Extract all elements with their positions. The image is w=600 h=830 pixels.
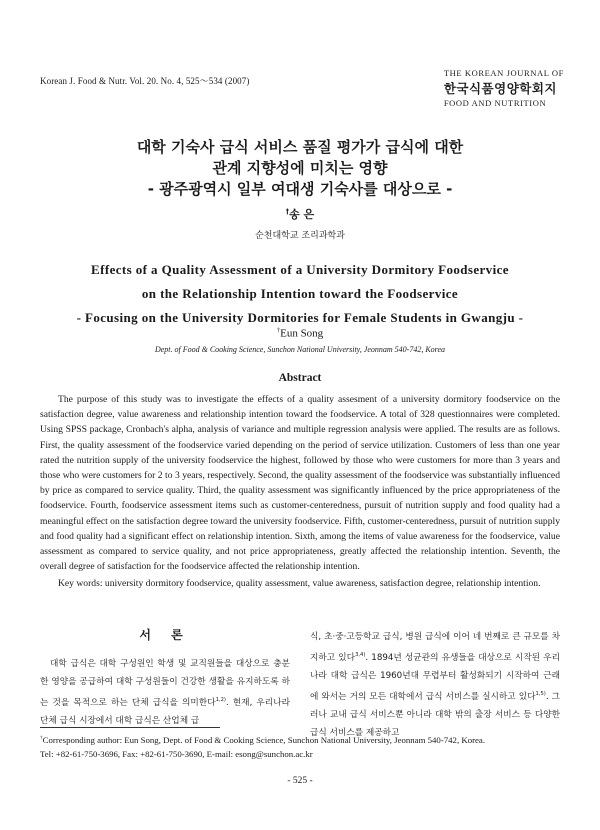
- intro-left-column: [40, 626, 290, 730]
- intro-heading: 서 론: [139, 628, 191, 642]
- english-title-line2: on the Relationship Intention toward the Foodservice: [141, 286, 459, 301]
- korean-title-line3: - 광주광역시 일부 여대생 기숙사를 대상으로 -: [147, 180, 453, 198]
- page-number: - 525 -: [287, 776, 313, 786]
- english-title-line1: Effects of a Quality Assessment of a University Dormitory Foodservice: [91, 262, 509, 277]
- footnote-line2: Tel: +82-61-750-3696, Fax: +82-61-750-3690, E-mail: esong@sunchon.ac.kr: [40, 748, 313, 759]
- author-dagger-ko: †: [285, 207, 290, 216]
- english-affiliation: Dept. of Food & Cooking Science, Sunchon National University, Jeonnam 540-742, Korea: [154, 345, 446, 354]
- intro-left-text-1: 대학 급식은 대학 구성원인 학생 및 교직원들을 대상으로 충분한 영양을 공급하여 대학 구성원들이 건강한 생활을 유지하도록 하는 것을 목적으로 하는 단체 급식을 의미한다: [40, 659, 290, 708]
- english-author: [0, 327, 600, 340]
- english-title-line3: - Focusing on the University Dormitories for Female Students in Gwangju -: [76, 310, 524, 325]
- intro-right-text-2: . 1894년 성균관의 유생들을 대상으로 시작된 우리나라 대학 급식은 1960년대 무렵부터 활성화되기 시작하여 근래에 와서는 거의 모든 대학에서 급식 서비스를 실시하고 있다: [310, 652, 560, 702]
- author-dagger-en: †: [276, 327, 281, 334]
- journal-name-en-line1: THE KOREAN JOURNAL OF: [443, 68, 564, 78]
- journal-name-block: [444, 68, 564, 108]
- footnote-line1: [40, 731, 565, 747]
- intro-right-text-1: 식, 초·중·고등학교 급식, 병원 급식에 이어 네 번째로 큰 규모를 차지하고 있다: [310, 632, 560, 663]
- english-title: [0, 258, 600, 330]
- intro-left-paragraph: [40, 655, 290, 730]
- intro-left-text-2: . 현재, 우리나라 단체 급식 시장에서 대학 급식은 산업체 급: [40, 697, 290, 726]
- footnote-rule: [40, 727, 220, 728]
- journal-citation: Korean J. Food & Nutr. Vol. 20. No. 4, 525～534 (2007): [40, 76, 250, 86]
- keywords: Key words: university dormitory foodservice, quality assessment, value awareness, satisfaction degree, relationship intention.: [58, 578, 541, 589]
- abstract-body: The purpose of this study was to investigate the effects of a quality assesment of a university dormitory foodservice on the satisfaction degree, value awareness and relationship intention toward the foodservice. A total of 328 questionnaires were completed. Using SPSS package, Cronbach's alpha, analysis of variance and multiple regression analysis were applied. The results are as follows. First, the quality assessment of the foodservice varied depending on the period of service utilization. Customers of less than one year rated the nutrition supply of the university foodservice the highest, followed by those who were customers for more than 3 years and those who were customers for 2 to 3 years, respectively. Second, the quality assessment of the foodservice was substantially influenced by price as compared to service quality. Third, the quality assessment was significantly influenced by the price appropriateness of the foodservice. Fourth, foodservice assessment items such as customer-centeredness, pursuit of nutrition supply and food quality had a meaningful effect on the satisfaction degree toward the university foodservice. Fifth, customer-centeredness, pursuit of nutrition supply and food quality had a significant effect on relationship intention. Sixth, among the items of value awareness for the foodservice, value assessment as compared to service quality, and not price appropriateness, greatly affected the relationship intention. Seventh, the overall degree of satisfaction for the foodservice affected the relationship intention.: [40, 394, 560, 573]
- intro-right-column: [310, 628, 560, 742]
- korean-title-line1: 대학 기숙사 급식 서비스 품질 평가가 급식에 대한: [136, 138, 464, 156]
- reference-marker: 1,5): [535, 690, 546, 697]
- intro-right-paragraph: [310, 628, 560, 742]
- intro-right-text-3: . 그러나 교내 급식 서비스뿐 아니라 대학 밖의 출장 서비스 등 다양한 급식 서비스를 제공하고: [310, 691, 560, 738]
- reference-marker: 3,4): [355, 652, 366, 658]
- journal-name-ko: 한국식품영양학회지: [443, 81, 557, 96]
- english-author-name: Eun Song: [280, 327, 324, 340]
- korean-author-name: 송 은: [289, 208, 315, 221]
- footnote-dagger: †: [40, 735, 43, 741]
- corresponding-author-footnote: [40, 731, 565, 761]
- journal-name-en-line2: FOOD AND NUTRITION: [443, 98, 547, 108]
- abstract-heading: Abstract: [278, 372, 322, 384]
- korean-title: [0, 137, 600, 200]
- reference-marker: 1,2): [215, 697, 226, 703]
- korean-title-line2: 관계 지향성에 미치는 영향: [212, 159, 388, 177]
- footnote-line1-text: Corresponding author: Eun Song, Dept. of Food & Cooking Science, Sunchon National University, Jeonnam 540-742, Korea.: [42, 734, 486, 745]
- korean-affiliation: 순천대학교 조리과학과: [255, 231, 345, 241]
- korean-author: [0, 206, 600, 222]
